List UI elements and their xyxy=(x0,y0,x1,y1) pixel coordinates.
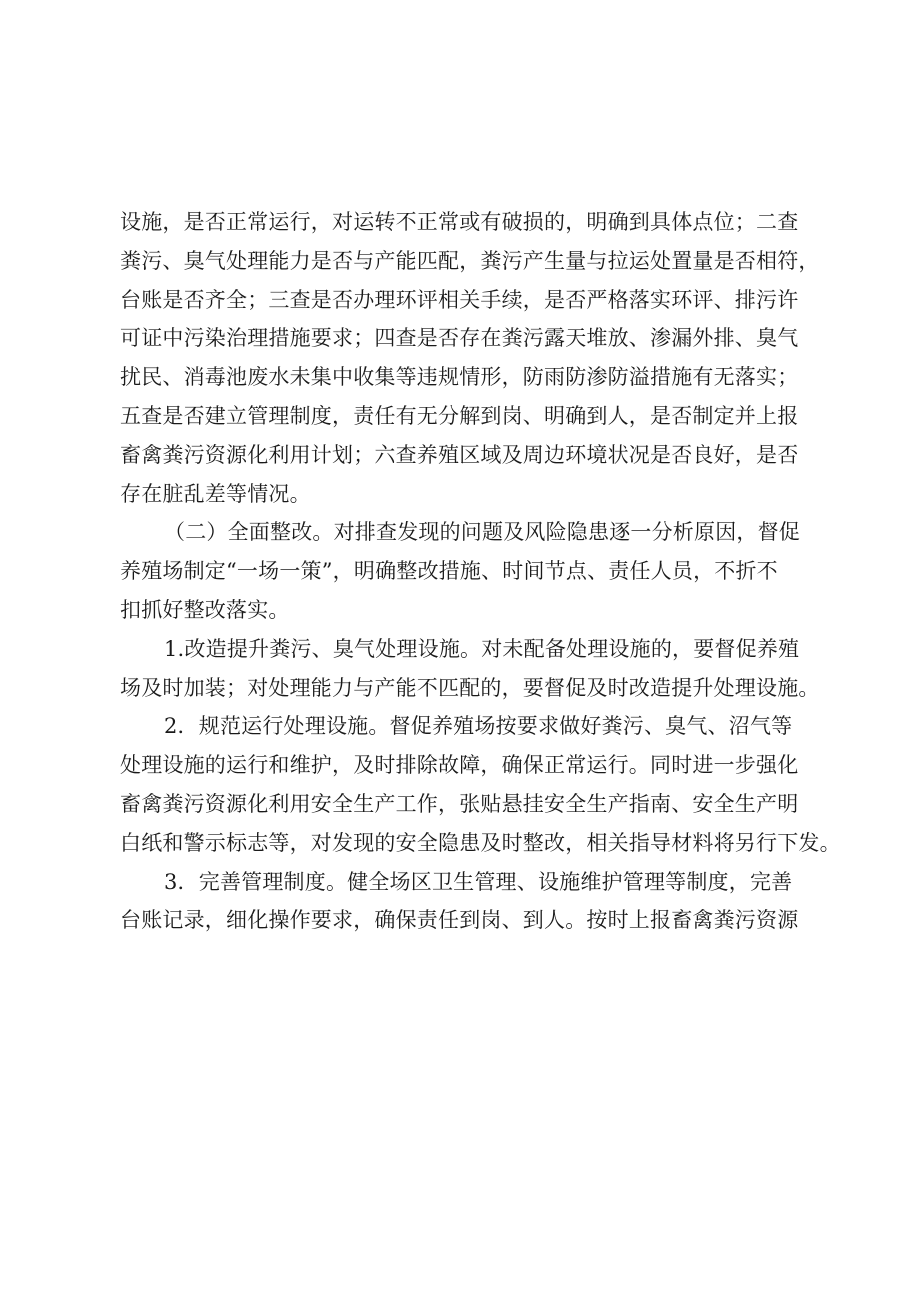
text-line: 处理设施的运行和维护，及时排除故障，确保正常运行。同时进一步强化 xyxy=(120,753,799,778)
text-line: 台账是否齐全；三查是否办理环评相关手续，是否严格落实环评、排污许 xyxy=(120,287,799,312)
text-line: 扣抓好整改落实。 xyxy=(120,597,290,622)
text-line: 可证中污染治理措施要求；四查是否存在粪污露天堆放、渗漏外排、臭气 xyxy=(120,326,799,351)
text-line: 白纸和警示标志等，对发现的安全隐患及时整改，相关指导材料将另行下发。 xyxy=(120,830,841,855)
text-line: 场及时加装；对处理能力与产能不匹配的，要督促及时改造提升处理设施。 xyxy=(120,675,820,700)
document-body xyxy=(120,203,841,940)
text-line: 扰民、消毒池废水未集中收集等违规情形，防雨防渗防溢措施有无落实； xyxy=(120,365,799,390)
text-line: 设施，是否正常运行，对运转不正常或有破损的，明确到具体点位；二查 xyxy=(120,210,799,234)
section-heading-line: （二）全面整改。对排查发现的问题及风险隐患逐一分析原因，督促 xyxy=(164,520,800,545)
text-line: 畜禽粪污资源化利用安全生产工作，张贴悬挂安全生产指南、安全生产明 xyxy=(120,791,799,816)
list-item-line: 1.改造提升粪污、臭气处理设施。对未配备处理设施的，要督促养殖 xyxy=(164,636,800,661)
list-item-line: 2．规范运行处理设施。督促养殖场按要求做好粪污、臭气、沼气等 xyxy=(164,714,793,739)
list-item-line: 3．完善管理制度。健全场区卫生管理、设施维护管理等制度，完善 xyxy=(164,869,793,894)
text-line: 粪污、臭气处理能力是否与产能匹配，粪污产生量与拉运处置量是否相符， xyxy=(120,248,820,273)
text-line: 养殖场制定“一场一策”，明确整改措施、时间节点、责任人员，不折不 xyxy=(120,559,778,584)
text-line: 畜禽粪污资源化利用计划；六查养殖区域及周边环境状况是否良好，是否 xyxy=(120,442,799,467)
text-line: 存在脏乱差等情况。 xyxy=(120,481,311,506)
text-line: 五查是否建立管理制度，责任有无分解到岗、明确到人，是否制定并上报 xyxy=(120,403,799,428)
text-line: 台账记录，细化操作要求，确保责任到岗、到人。按时上报畜禽粪污资源 xyxy=(120,908,799,933)
